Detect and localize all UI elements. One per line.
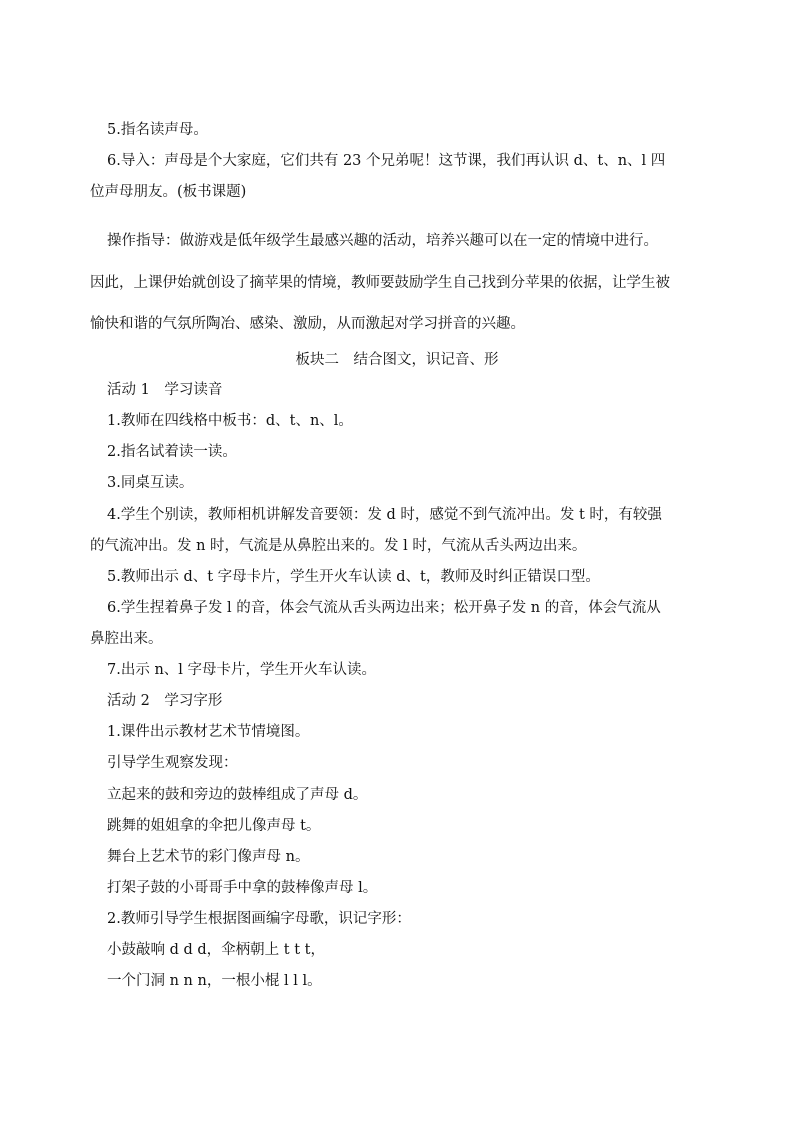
activity1-step4-line1: 4.学生个别读，教师相机讲解发音要领：发 d 时，感觉不到气流冲出。发 t 时，有较强	[107, 507, 662, 523]
activity1-step1: 1.教师在四线格中板书：d、t、n、l。	[107, 413, 353, 429]
guidance-line3: 愉快和谐的气氛所陶冶、感染、激励，从而激起对学习拼音的兴趣。	[90, 316, 525, 332]
activity2-step1: 1.课件出示教材艺术节情境图。	[107, 724, 310, 740]
activity2-letter-l: 打架子鼓的小哥哥手中拿的鼓棒像声母 l。	[107, 880, 378, 896]
section-title: 板块二 结合图文，识记音、形	[295, 352, 499, 368]
activity2-song-line1: 小鼓敲响 d d d，伞柄朝上 t t t，	[107, 942, 325, 958]
step-6-text-line2: 位声母朋友。(板书课题)	[90, 184, 247, 200]
step-6-text-line1: 6.导入：声母是个大家庭，它们共有 23 个兄弟呢！这节课，我们再认识 d、t、n、l 四	[107, 153, 666, 169]
activity2-letter-t: 跳舞的姐姐拿的伞把儿像声母 t。	[107, 818, 321, 834]
activity1-step6-line2: 鼻腔出来。	[90, 631, 163, 647]
guidance-line2: 因此，上课伊始就创设了摘苹果的情境，教师要鼓励学生自己找到分苹果的依据，让学生被	[90, 275, 670, 291]
step-5-text: 5.指名读声母。	[107, 122, 208, 138]
activity1-step3: 3.同桌互读。	[107, 475, 194, 491]
activity2-heading: 活动 2 学习字形	[107, 693, 223, 709]
activity2-song-line2: 一个门洞 n n n，一根小棍 l l l。	[107, 973, 322, 989]
activity2-observe: 引导学生观察发现：	[107, 755, 238, 771]
activity2-letter-n: 舞台上艺术节的彩门像声母 n。	[107, 849, 310, 865]
activity1-heading: 活动 1 学习读音	[107, 382, 223, 398]
activity1-step2: 2.指名试着读一读。	[107, 444, 237, 460]
activity2-letter-d: 立起来的鼓和旁边的鼓棒组成了声母 d。	[107, 787, 368, 803]
activity1-step7: 7.出示 n、l 字母卡片，学生开火车认读。	[107, 662, 377, 678]
activity2-step2: 2.教师引导学生根据图画编字母歌，识记字形：	[107, 911, 411, 927]
activity1-step5: 5.教师出示 d、t 字母卡片，学生开火车认读 d、t，教师及时纠正错误口型。	[107, 569, 600, 585]
activity1-step6-line1: 6.学生捏着鼻子发 l 的音，体会气流从舌头两边出来；松开鼻子发 n 的音，体会气流从	[107, 600, 661, 616]
guidance-line1: 操作指导：做游戏是低年级学生最感兴趣的活动，培养兴趣可以在一定的情境中进行。	[107, 233, 658, 249]
activity1-step4-line2: 的气流冲出。发 n 时，气流是从鼻腔出来的。发 l 时，气流从舌头两边出来。	[90, 538, 587, 554]
